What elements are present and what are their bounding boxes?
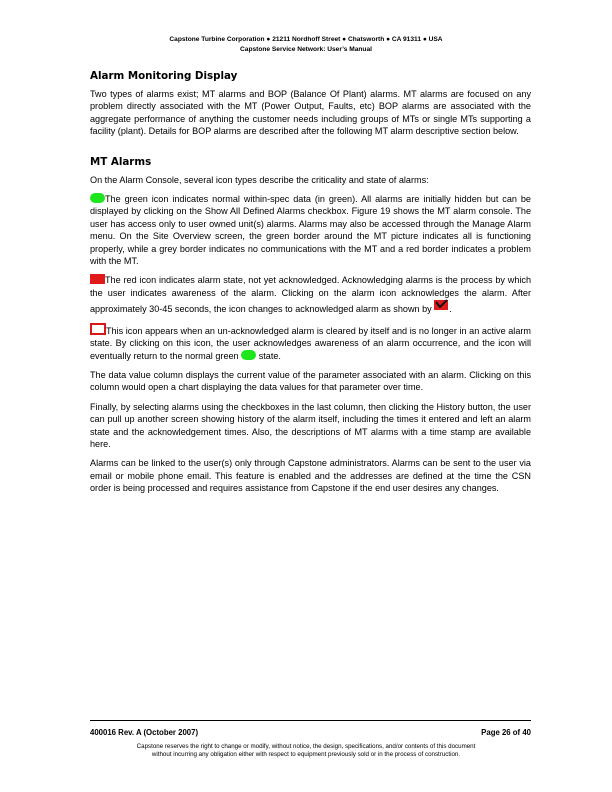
cleared-unacknowledged-alarm-icon — [90, 323, 106, 335]
header-line-1: Capstone Turbine Corporation ● 21211 Nordhoff Street ● Chatsworth ● CA 91311 ● USA — [169, 36, 443, 43]
main-content — [90, 70, 531, 502]
green-icon-paragraph — [90, 193, 531, 267]
red-icon-text: The red icon indicates alarm state, not yet acknowledged. Acknowledging alarms is the process by which the user indicates awareness of the alarm. Clicking on the alarm icon acknowledges the alarm. After approximately 30-45 seconds, the icon changes to acknowledged alarm as shown by — [90, 275, 531, 315]
section-title-mt-alarms: MT Alarms — [90, 155, 152, 168]
section-title-alarm-monitoring: Alarm Monitoring Display — [90, 70, 238, 82]
disclaimer-line-2: without incurring any obligation either with respect to equipment previously sold or in the process of construction. — [151, 751, 461, 759]
green-alarm-icon — [90, 193, 105, 203]
document-revision: 400016 Rev. A (October 2007) — [90, 728, 199, 737]
green-normal-icon — [241, 350, 256, 360]
outline-icon-paragraph — [90, 323, 531, 362]
disclaimer-line-1: Capstone reserves the right to change or modify, without notice, the design, specifications, and/or contents of this document — [136, 743, 476, 750]
outline-icon-text: This icon appears when an un-acknowledged alarm is cleared by itself and is no longer in an active alarm state. By clicking on this icon, the user acknowledges awareness of an alarm occurrence, and the icon will eventually return to the normal green — [90, 325, 531, 361]
green-icon-text: The green icon indicates normal within-spec data (in green). All alarms are initially hidden but can be displayed by clicking on the Show All Defined Alarms checkbox. Figure 19 shows the MT alarm console. The user has access only to user owned unit(s) alarms. Alarms may also be accessed through the Manage Alarm menu. On the Site Overview screen, the green border around the MT picture indicates all is functioning properly, while a grey border indicates no communications with the MT and a red border indicates a problem with the MT. — [90, 194, 531, 267]
footer-divider — [90, 720, 531, 721]
header-line-2: Capstone Service Network: User’s Manual — [240, 45, 372, 53]
red-alarm-icon — [90, 274, 105, 284]
outline-icon-text-end: state. — [258, 350, 281, 361]
acknowledged-alarm-icon — [434, 299, 449, 311]
history-paragraph: Finally, by selecting alarms using the checkboxes in the last column, then clicking the History button, the user can pull up another screen showing history of the alarm itself, including the times it entered and left an alarm state and the acknowledgement times. Also, the descriptions of MT alarms with a time stamp are available here. — [90, 401, 531, 449]
page-number: Page 26 of 40 — [481, 728, 531, 737]
alarm-types-paragraph: Two types of alarms exist; MT alarms and BOP (Balance Of Plant) alarms. MT alarms are focused on any problem directly associated with the MT (Power Output, Faults, etc) BOP alarms are associated with the aggregate performance of anything the customer needs including groups of MTs or single MTs supporting a facility (plant). Details for BOP alarms are described after the following MT alarm descriptive section below. — [90, 89, 531, 137]
red-icon-text-end: . — [449, 304, 452, 315]
data-value-paragraph: The data value column displays the current value of the parameter associated with an alarm. Clicking on this column would open a chart displaying the data values for that parameter over time. — [90, 369, 531, 393]
page-header — [0, 35, 612, 54]
alarm-linking-paragraph: Alarms can be linked to the user(s) only through Capstone administrators. Alarms can be sent to the user via email or mobile phone email. This feature is enabled and the addresses are defined at the time the CSN order is being processed and requires assistance from Capstone if the end user desires any changes. — [90, 458, 531, 494]
red-icon-paragraph — [90, 274, 531, 315]
intro-paragraph: On the Alarm Console, several icon types describe the criticality and state of alarms: — [90, 174, 429, 185]
footer-disclaimer — [0, 743, 612, 760]
